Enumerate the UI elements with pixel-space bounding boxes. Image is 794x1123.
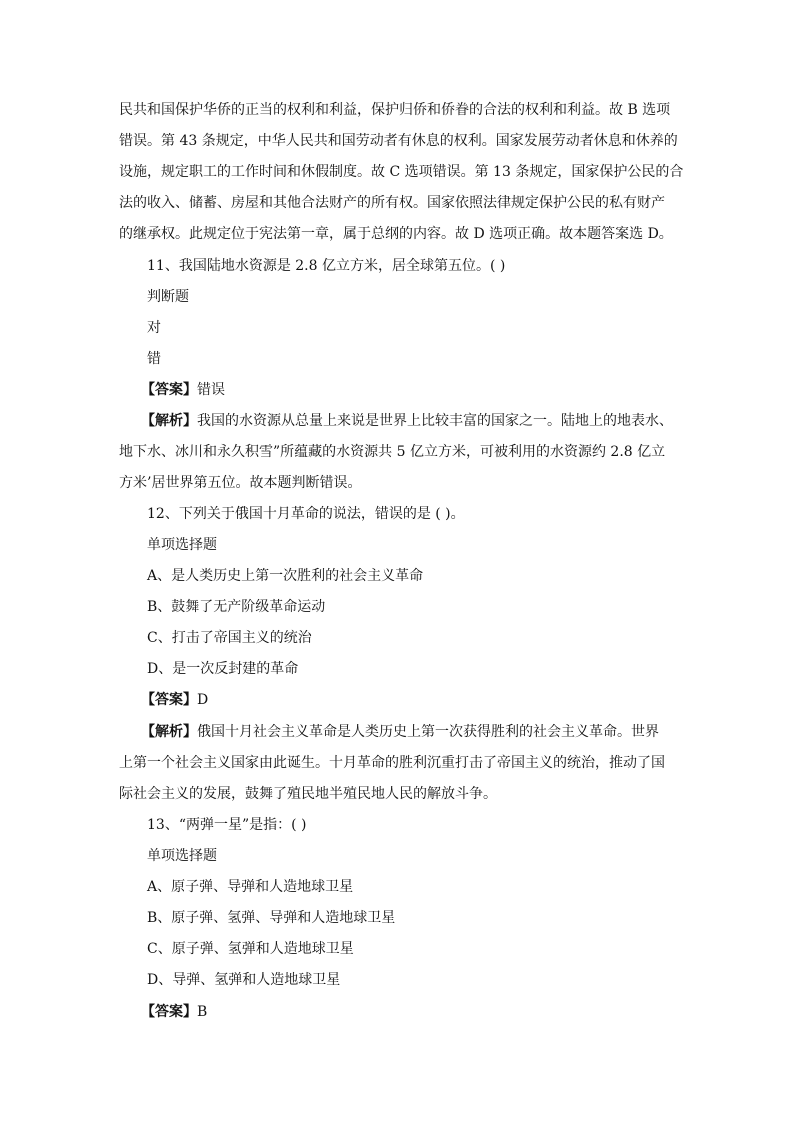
q13-answer-label: 【答案】 [141,1004,197,1020]
q13-option-b: B、原子弹、氢弹、导弹和人造地球卫星 [147,910,396,926]
q13-option-c: C、原子弹、氢弹和人造地球卫星 [147,941,354,957]
q11-option-false: 错 [147,351,161,367]
q11-option-true: 对 [147,320,161,336]
q13-option-d: D、导弹、氢弹和人造地球卫星 [147,972,341,988]
q12-question: 12、下列关于俄国十月革命的说法，错误的是 ( )。 [147,506,465,522]
q11-answer-label: 【答案】 [141,382,197,398]
q13-option-a: A、原子弹、导弹和人造地球卫星 [147,879,354,895]
q11-analysis-line-1: 【解析】我国的水资源从总量上来说是世界上比较丰富的国家之一。陆地上的地表水、 [141,413,673,429]
q11-type: 判断题 [147,289,189,305]
q12-option-d: D、是一次反封建的革命 [147,661,299,677]
q11-analysis-line-2: 地下水、冰川和永久积雪”所蕴藏的水资源共 5 亿立方米，可被利用的水资源约 2.8 亿立 [119,444,666,460]
q13-answer-value: B [197,1004,208,1020]
q12-analysis-label: 【解析】 [141,724,197,740]
q11-analysis-line-3: 方米’居世界第五位。故本题判断错误。 [119,475,362,491]
q11-analysis-label: 【解析】 [141,413,197,429]
intro-line-4: 法的收入、储蓄、房屋和其他合法财产的所有权。国家依照法律规定保护公民的私有财产 [119,195,665,211]
q12-analysis-line-1: 【解析】俄国十月社会主义革命是人类历史上第一次获得胜利的社会主义革命。世界 [141,724,659,740]
q12-answer [141,690,721,710]
q12-analysis-line-2: 上第一个社会主义国家由此诞生。十月革命的胜利沉重打击了帝国主义的统治，推动了国 [119,755,665,771]
q13-type: 单项选择题 [147,848,217,864]
intro-line-5: 的继承权。此规定位于宪法第一章，属于总纲的内容。故 D 选项正确。故本题答案选 D。 [119,226,673,242]
q11-answer [141,380,721,400]
intro-line-2: 错误。第 43 条规定，中华人民共和国劳动者有休息的权利。国家发展劳动者休息和休养的 [119,133,678,149]
q13-answer [141,1002,721,1022]
q12-option-b: B、鼓舞了无产阶级革命运动 [147,599,326,615]
intro-line-3: 设施，规定职工的工作时间和休假制度。故 C 选项错误。第 13 条规定，国家保护公民的合 [119,164,684,180]
q12-option-a: A、是人类历史上第一次胜利的社会主义革命 [147,568,424,584]
q12-answer-value: D [197,692,209,708]
q11-question: 11、我国陆地水资源是 2.8 亿立方米，居全球第五位。( ) [147,258,506,274]
q12-analysis-line-3: 际社会主义的发展，鼓舞了殖民地半殖民地人民的解放斗争。 [119,786,497,802]
intro-line-1: 民共和国保护华侨的正当的权利和利益，保护归侨和侨眷的合法的权利和利益。故 B 选项 [119,102,671,118]
q12-type: 单项选择题 [147,537,217,553]
q12-answer-label: 【答案】 [141,692,197,708]
q11-answer-value: 错误 [197,382,225,398]
q12-option-c: C、打击了帝国主义的统治 [147,630,312,646]
q13-question: 13、“两弹一星”是指：( ) [147,817,307,833]
